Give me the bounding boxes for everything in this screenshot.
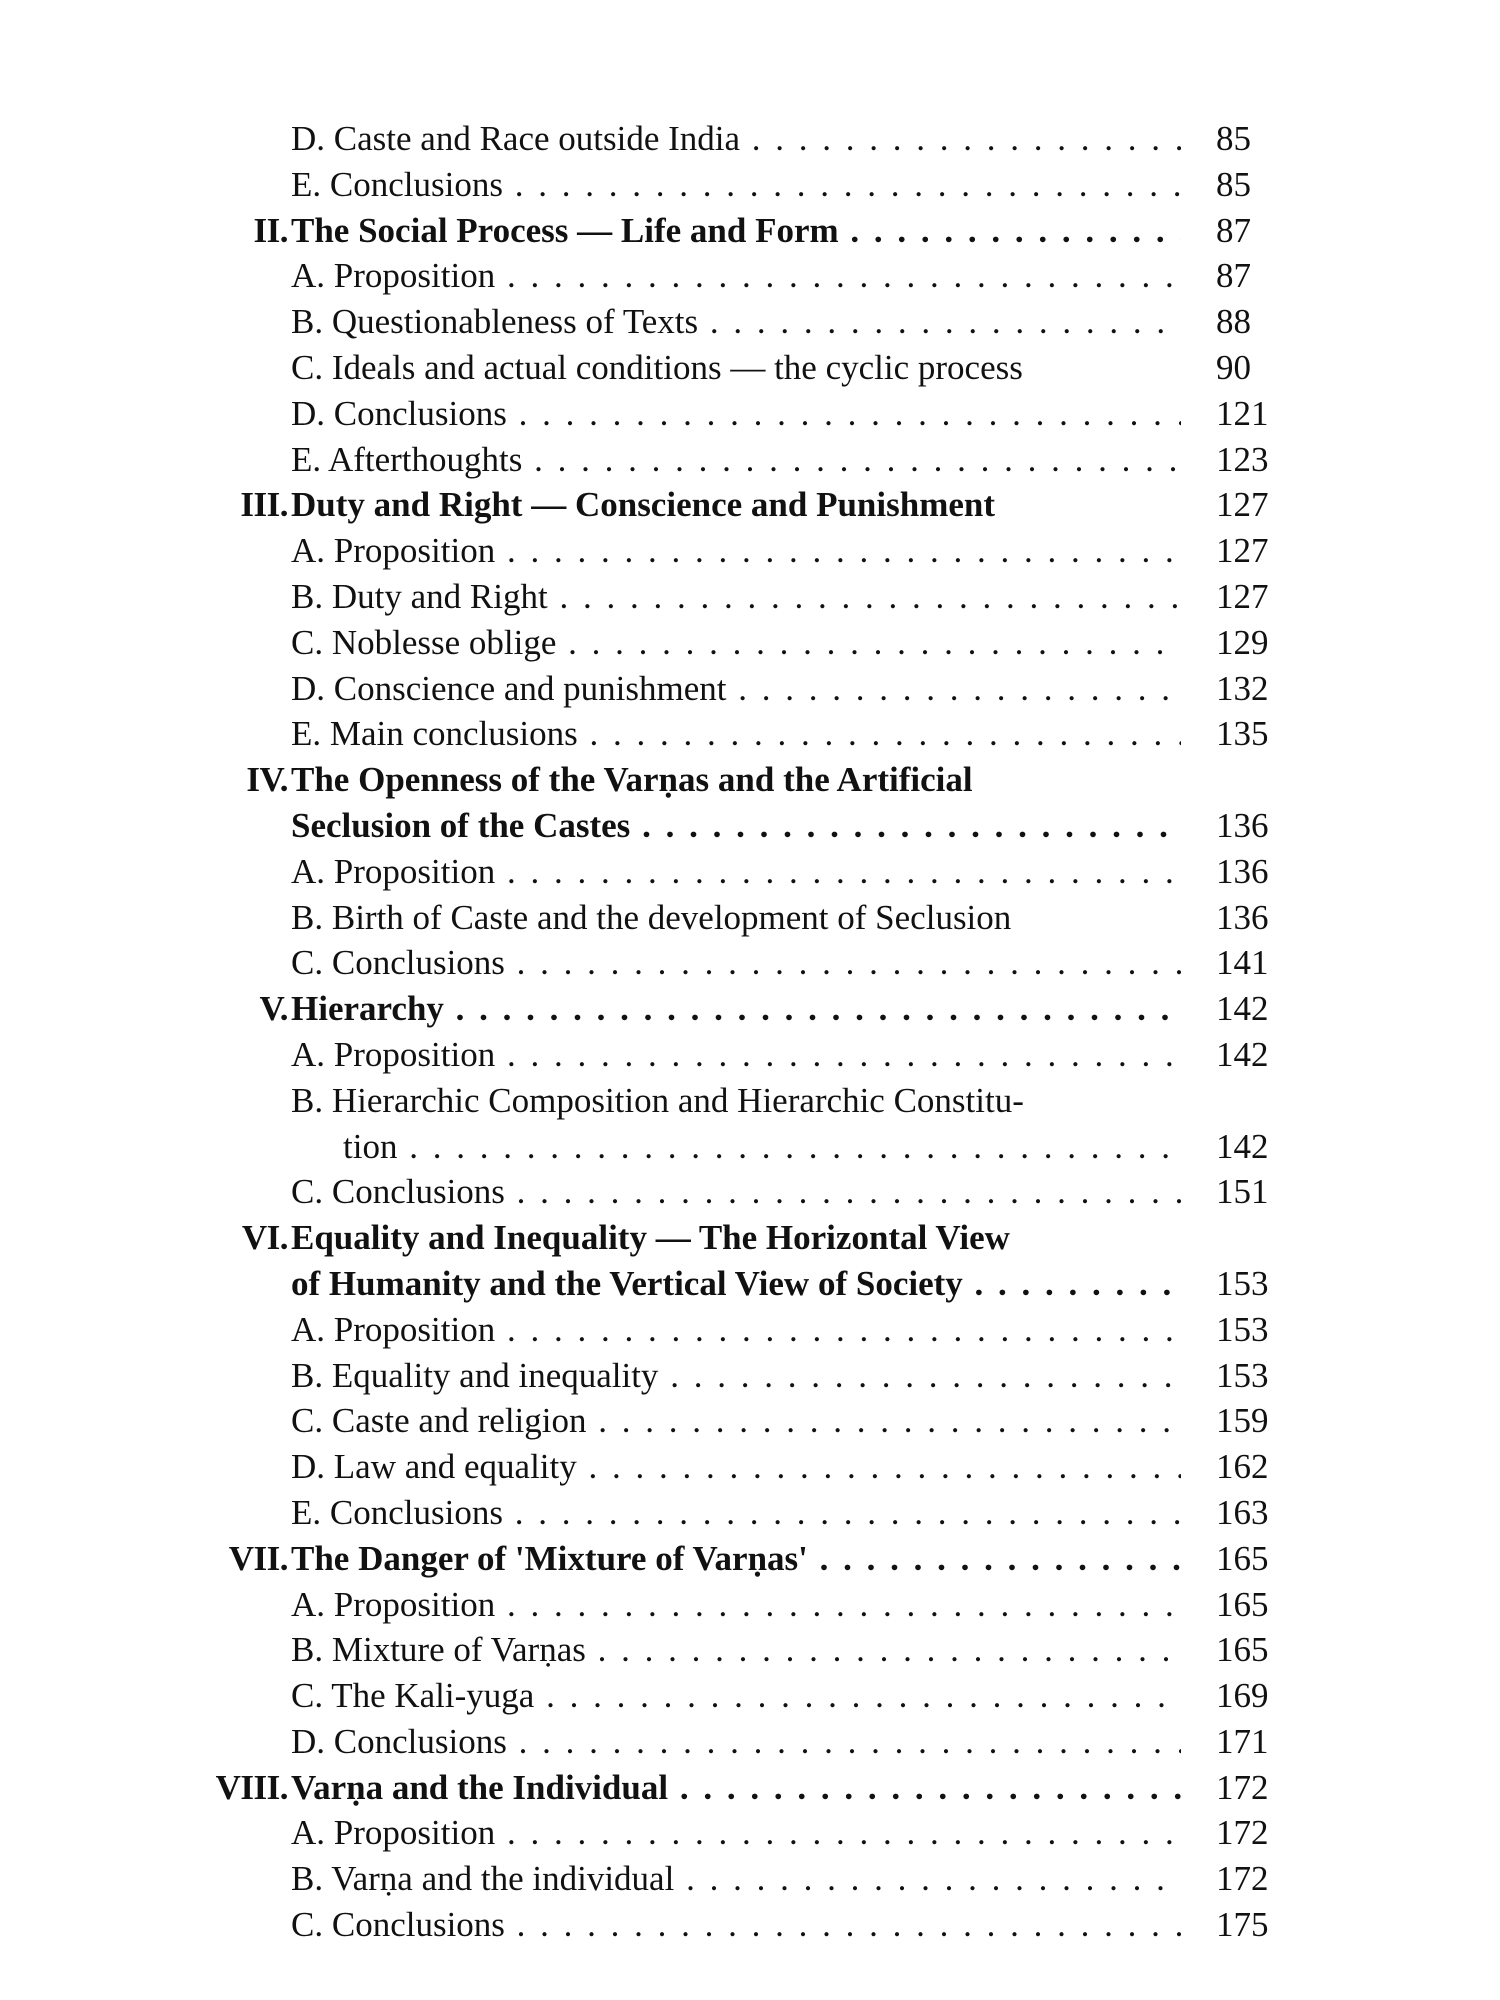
section-title: tion . . . xyxy=(343,1124,1181,1170)
section-title: A. Proposition . . . xyxy=(291,849,1181,895)
chapter-title: Seclusion of the Castes . . . xyxy=(291,803,1181,849)
toc-section-row xyxy=(0,1169,1500,1215)
section-title: C. Caste and religion . . . xyxy=(291,1398,1181,1444)
toc-section-row xyxy=(0,528,1500,574)
page-number: 135 xyxy=(1216,714,1269,754)
section-title: D. Conclusions . . . xyxy=(291,1719,1181,1765)
chapter-title: The Social Process — Life and Form . . . xyxy=(291,208,1181,254)
page-number: 136 xyxy=(1216,897,1269,937)
toc-chapter-row xyxy=(0,986,1500,1032)
chapter-number: VIII. xyxy=(215,1767,288,1807)
chapter-title: Hierarchy . . . xyxy=(291,986,1181,1032)
section-title: B. Hierarchic Composition and Hierarchic Constitu- xyxy=(291,1080,1024,1120)
toc-chapter-row xyxy=(0,1765,1500,1811)
page-number: 136 xyxy=(1216,851,1269,891)
page-number: 165 xyxy=(1216,1630,1269,1670)
chapter-number: II. xyxy=(253,210,288,250)
chapter-title: Equality and Inequality — The Horizontal View xyxy=(291,1218,1010,1258)
toc-chapter-row xyxy=(0,803,1500,849)
toc-section-row xyxy=(0,1719,1500,1765)
page-number: 151 xyxy=(1216,1172,1269,1212)
section-title: A. Proposition . . . xyxy=(291,1307,1181,1353)
toc-chapter-row xyxy=(0,1215,1500,1261)
toc-section-row xyxy=(0,1078,1500,1124)
section-title: B. Questionableness of Texts . . . xyxy=(291,299,1181,345)
page-number: 127 xyxy=(1216,576,1269,616)
toc-section-row xyxy=(0,1307,1500,1353)
chapter-number: VII. xyxy=(228,1538,288,1578)
section-title: E. Conclusions . . . xyxy=(291,162,1181,208)
page-number: 123 xyxy=(1216,439,1269,479)
chapter-title: The Openness of the Varṇas and the Artificial xyxy=(291,760,973,800)
toc-section-row xyxy=(0,574,1500,620)
page-number: 159 xyxy=(1216,1401,1269,1441)
toc-section-row xyxy=(0,345,1500,391)
section-title: C. The Kali-yuga . . . xyxy=(291,1673,1181,1719)
chapter-title: of Humanity and the Vertical View of Society . . . xyxy=(291,1261,1181,1307)
page-number: 153 xyxy=(1216,1355,1269,1395)
page-number: 175 xyxy=(1216,1905,1269,1945)
page-number: 142 xyxy=(1216,1034,1269,1074)
toc-section-row xyxy=(0,1124,1500,1170)
toc-section-row xyxy=(0,391,1500,437)
page-number: 141 xyxy=(1216,943,1269,983)
page-number: 172 xyxy=(1216,1767,1269,1807)
page-number: 163 xyxy=(1216,1492,1269,1532)
section-title: A. Proposition . . . xyxy=(291,528,1181,574)
toc-section-row xyxy=(0,162,1500,208)
section-title: E. Afterthoughts . . . xyxy=(291,437,1181,483)
section-title: C. Conclusions . . . xyxy=(291,1902,1181,1948)
page-number: 136 xyxy=(1216,805,1269,845)
section-title: A. Proposition . . . xyxy=(291,1032,1181,1078)
section-title: D. Law and equality . . . xyxy=(291,1444,1181,1490)
page-number: 87 xyxy=(1216,256,1251,296)
toc-section-row xyxy=(0,1856,1500,1902)
toc-section-row xyxy=(0,116,1500,162)
toc-section-row xyxy=(0,1398,1500,1444)
toc-section-row xyxy=(0,1902,1500,1948)
section-title: C. Noblesse oblige . . . xyxy=(291,620,1181,666)
section-title: A. Proposition . . . xyxy=(291,1582,1181,1628)
section-title: B. Duty and Right . . . xyxy=(291,574,1181,620)
toc-section-row xyxy=(0,1810,1500,1856)
page-number: 169 xyxy=(1216,1676,1269,1716)
page-number: 85 xyxy=(1216,164,1251,204)
section-title: C. Conclusions . . . xyxy=(291,940,1181,986)
page-number: 121 xyxy=(1216,393,1269,433)
page-number: 162 xyxy=(1216,1447,1269,1487)
page-number: 171 xyxy=(1216,1721,1269,1761)
section-title: A. Proposition . . . xyxy=(291,1810,1181,1856)
section-title: B. Equality and inequality . . . xyxy=(291,1353,1181,1399)
page-number: 165 xyxy=(1216,1584,1269,1624)
section-title: C. Conclusions . . . xyxy=(291,1169,1181,1215)
toc-section-row xyxy=(0,299,1500,345)
toc-section-row xyxy=(0,1353,1500,1399)
section-title: D. Conscience and punishment . . . xyxy=(291,666,1181,712)
chapter-number: IV. xyxy=(246,760,288,800)
chapter-title: The Danger of 'Mixture of Varṇas' . . . xyxy=(291,1536,1181,1582)
page-number: 127 xyxy=(1216,531,1269,571)
section-title: B. Mixture of Varṇas . . . xyxy=(291,1627,1181,1673)
page-number: 90 xyxy=(1216,347,1251,387)
toc-chapter-row xyxy=(0,482,1500,528)
page-number: 87 xyxy=(1216,210,1251,250)
chapter-title: Varṇa and the Individual . . . xyxy=(291,1765,1181,1811)
section-title: C. Ideals and actual conditions — the cyclic process xyxy=(291,347,1023,387)
toc-section-row xyxy=(0,253,1500,299)
toc-section-row xyxy=(0,1673,1500,1719)
toc-section-row xyxy=(0,940,1500,986)
chapter-number: VI. xyxy=(241,1218,288,1258)
toc-section-row xyxy=(0,1490,1500,1536)
table-of-contents xyxy=(0,116,1500,1948)
chapter-number: V. xyxy=(259,989,288,1029)
section-title: A. Proposition . . . xyxy=(291,253,1181,299)
page-number: 127 xyxy=(1216,485,1269,525)
toc-chapter-row xyxy=(0,1261,1500,1307)
page-number: 153 xyxy=(1216,1263,1269,1303)
section-title: D. Caste and Race outside India . . . xyxy=(291,116,1181,162)
toc-section-row xyxy=(0,849,1500,895)
page-number: 129 xyxy=(1216,622,1269,662)
chapter-number: III. xyxy=(240,485,288,525)
section-title: B. Varṇa and the individual . . . xyxy=(291,1856,1181,1902)
chapter-title: Duty and Right — Conscience and Punishment xyxy=(291,485,995,525)
page-number: 142 xyxy=(1216,1126,1269,1166)
toc-section-row xyxy=(0,1582,1500,1628)
toc-section-row xyxy=(0,1032,1500,1078)
page-number: 88 xyxy=(1216,302,1251,342)
toc-section-row xyxy=(0,1627,1500,1673)
page-number: 165 xyxy=(1216,1538,1269,1578)
section-title: E. Conclusions . . . xyxy=(291,1490,1181,1536)
page-number: 153 xyxy=(1216,1309,1269,1349)
section-title: D. Conclusions . . . xyxy=(291,391,1181,437)
toc-section-row xyxy=(0,711,1500,757)
page-number: 172 xyxy=(1216,1859,1269,1899)
toc-section-row xyxy=(0,895,1500,941)
toc-chapter-row xyxy=(0,208,1500,254)
page-number: 142 xyxy=(1216,989,1269,1029)
toc-section-row xyxy=(0,437,1500,483)
toc-chapter-row xyxy=(0,1536,1500,1582)
section-title: E. Main conclusions . . . xyxy=(291,711,1181,757)
toc-chapter-row xyxy=(0,757,1500,803)
page-number: 85 xyxy=(1216,119,1251,158)
page-number: 132 xyxy=(1216,668,1269,708)
toc-section-row xyxy=(0,1444,1500,1490)
toc-section-row xyxy=(0,620,1500,666)
section-title: B. Birth of Caste and the development of Seclusion xyxy=(291,897,1012,937)
toc-section-row xyxy=(0,666,1500,712)
page-number: 172 xyxy=(1216,1813,1269,1853)
